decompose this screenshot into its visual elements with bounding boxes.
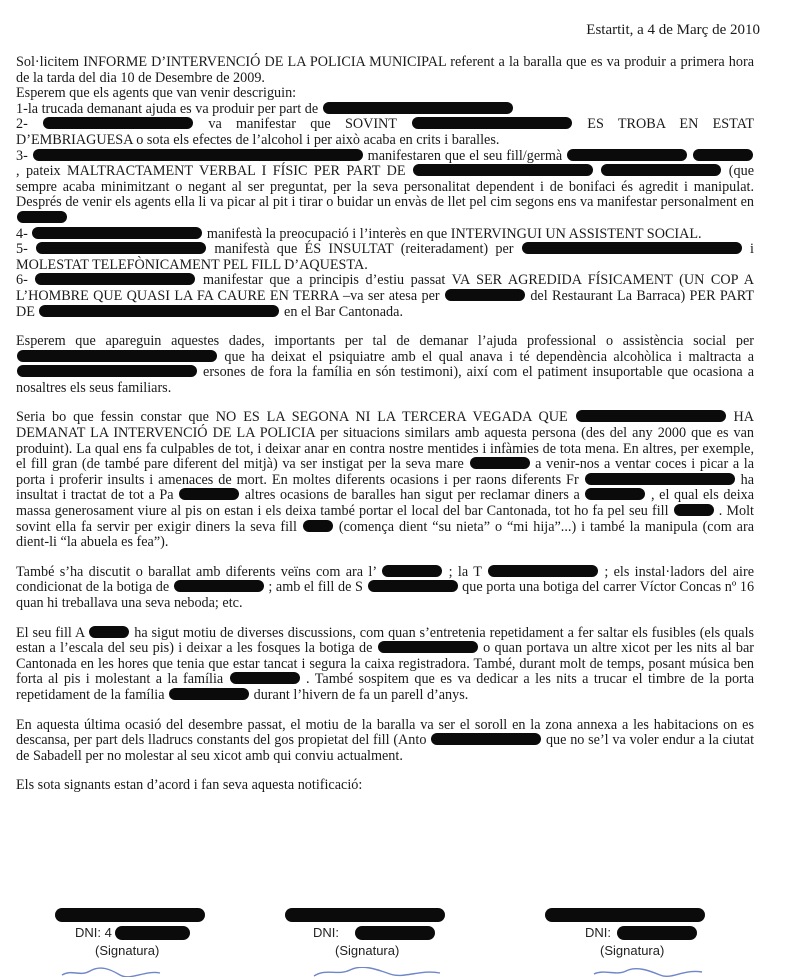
redaction-bar [674,504,714,516]
dni-label: DNI: [585,925,611,940]
paragraph-2: Esperem que apareguin aquestes dades, importants per tal de demanar l’ajuda professional o assistència social per que ha deixat el psiquiatre amb el qual anava i té dependència alcohòlica i maltracta a ersones de fora la família en són testimoni), així com el patiment insuportable que ocasiona a nosaltres els seus familiars. [16,333,755,396]
redaction-bar [412,117,572,129]
item-1: 1-la trucada demanant ajuda es va produir per part de [16,102,754,118]
dni-label: DNI: [313,925,339,940]
dni-label: DNI: 4 [75,925,112,940]
redaction-bar [39,305,279,317]
closing-line: Els sota signants estan d’acord i fan seva aquesta notificació: [16,777,363,794]
redaction-bar [693,149,753,161]
redaction-bar [545,908,705,922]
redaction-bar [522,242,742,254]
redaction-bar [355,926,435,940]
redaction-bar [43,117,193,129]
redaction-bar [368,580,458,592]
paragraph-6: En aquesta última ocasió del desembre passat, el motiu de la baralla va ser el soroll en la zona annexa a les habitacions on es descansa, per part dels lladrucs constants del gos propietat del fill (Anto que no se’l va voler endur a la ciutat de Sabadell per no molestar al seu xicot amb qui conviu actualment. [16,716,755,764]
paragraph-5: El seu fill A ha sigut motiu de diverses discussions, com quan s’entretenia repetidament a fer saltar els fusibles (els quals estan a l’escala del seu pis) i deixar a les fosques la botiga de o quan portava un altre xicot per les nits al bar Cantonada en les hores que tenia que estar tancat i segura la caixa registradora. També, durant molt de temps, posant música ben forta al pis i molestant a la família . També sospitem que es va dedicar a les nits a trucar el timbre de la porta repetidament de la família durant l’hivern de fa un parell d’anys. [16,624,755,703]
redaction-bar [576,410,726,422]
redaction-bar [303,520,333,532]
redaction-bar [174,580,264,592]
redaction-bar [413,164,593,176]
paragraph-4: També s’ha discutit o barallat amb diferents veïns com ara l’ ; la T ; els instal·ladors del aire condicionat de la botiga de ; amb el fill de S que porta una botiga del carrer Víctor Concas nº 16 quan hi treballava una seva neboda; etc. [16,563,755,611]
redaction-bar [285,908,445,922]
redaction-bar [32,227,202,239]
redaction-bar [323,102,513,114]
redaction-bar [55,908,205,922]
intro-paragraph: Sol·licitem INFORME D’INTERVENCIÓ DE LA POLICIA MUNICIPAL referent a la baralla que es va produir a primera hora de la tarda del dia 10 de Desembre de 2009. [16,54,754,86]
signatures-area [0,905,799,976]
redaction-bar [33,149,363,161]
item-4: 4- manifestà la preocupació i l’interès en que INTERVINGUI UN ASSISTENT SOCIAL. [16,225,702,242]
redaction-bar [115,926,190,940]
redaction-bar [179,488,239,500]
intro-request-line: Esperem que els agents que van venir descriguin: [16,85,297,102]
redaction-bar [89,626,129,638]
redaction-bar [445,289,525,301]
redaction-bar [17,365,197,377]
item-5: 5- manifestà que ÉS INSULTAT (reiteradament) per i MOLESTAT TELEFÒNICAMENT PEL FILL D’AQUESTA. [16,241,754,273]
signature-label: (Signatura) [335,943,400,958]
redaction-bar [230,672,300,684]
redaction-bar [431,733,541,745]
redaction-bar [378,641,478,653]
redaction-bar [382,565,442,577]
item-2: 2- va manifestar que SOVINT ES TROBA EN ESTAT D’EMBRIAGUESA o sota els efectes de l’alcohol i per això acaba en crits i baralles. [16,116,755,148]
redaction-bar [585,488,645,500]
redaction-bar [601,164,721,176]
paragraph-3: Seria bo que fessin constar que NO ES LA SEGONA NI LA TERCERA VEGADA QUE HA DEMANAT LA INTERVENCIÓ DE LA POLICIA per situacions similars amb aquesta persona (des del any 2000 que es van produint). La qual ens fa culpables de tot, i deixar anar en contra nostre mentides i infàmies de tota mena. En altres, per exemple, el fill gran (de també pare diferent del mitjà) va ser instigat per la seva mare a venir-nos a ventar coces i picar a la porta i proferir insults i amenaces de mort. En moltes diferents ocasions i per raons diferents Fr ha insultat i tractat de tot a Pa altres ocasions de baralles han sigut per reclamar diners a , el qual els deixa massa generosament viure al pis on estan i els deixa també portar el local del bar Cantonada, tot ho fa pel seu fill . Molt sovint ella fa servir per exigir diners la seva fill (comença dient “su nieta” o “mi hija”...) i també la manipula (com ara dient-li “la abuela es fea”). [16,409,755,551]
item-3: 3- manifestaren que el seu fill/germà , pateix MALTRACTAMENT VERBAL I FÍSIC PER PART DE (que sempre acaba minimitzant o negant al ser preguntat, per la seva personalitat dependent i de bonifaci és agredit i manipulat. Després de venir els agents ella li va picar al pit i tirar o buidar un envàs de llet pel cim segons ens va manifestar personalment en [16,149,754,227]
redaction-bar [17,211,67,223]
signature-label: (Signatura) [95,943,160,958]
redaction-bar [35,273,195,285]
item-6: 6- manifestar que a principis d’estiu passat VA SER AGREDIDA FÍSICAMENT (UN COP A L’HOMBRE QUE QUASI LA FA CAURE EN TERRA –va ser atesa per del Restaurant La Barraca) PER PART DE en el Bar Cantonada. [16,272,755,320]
signature-label: (Signatura) [600,943,665,958]
redaction-bar [617,926,697,940]
document-date: Estartit, a 4 de Març de 2010 [586,22,760,38]
document-body [16,55,754,794]
redaction-bar [567,149,687,161]
redaction-bar [488,565,598,577]
redaction-bar [17,350,217,362]
redaction-bar [169,688,249,700]
redaction-bar [36,242,206,254]
redaction-bar [585,473,735,485]
redaction-bar [470,457,530,469]
